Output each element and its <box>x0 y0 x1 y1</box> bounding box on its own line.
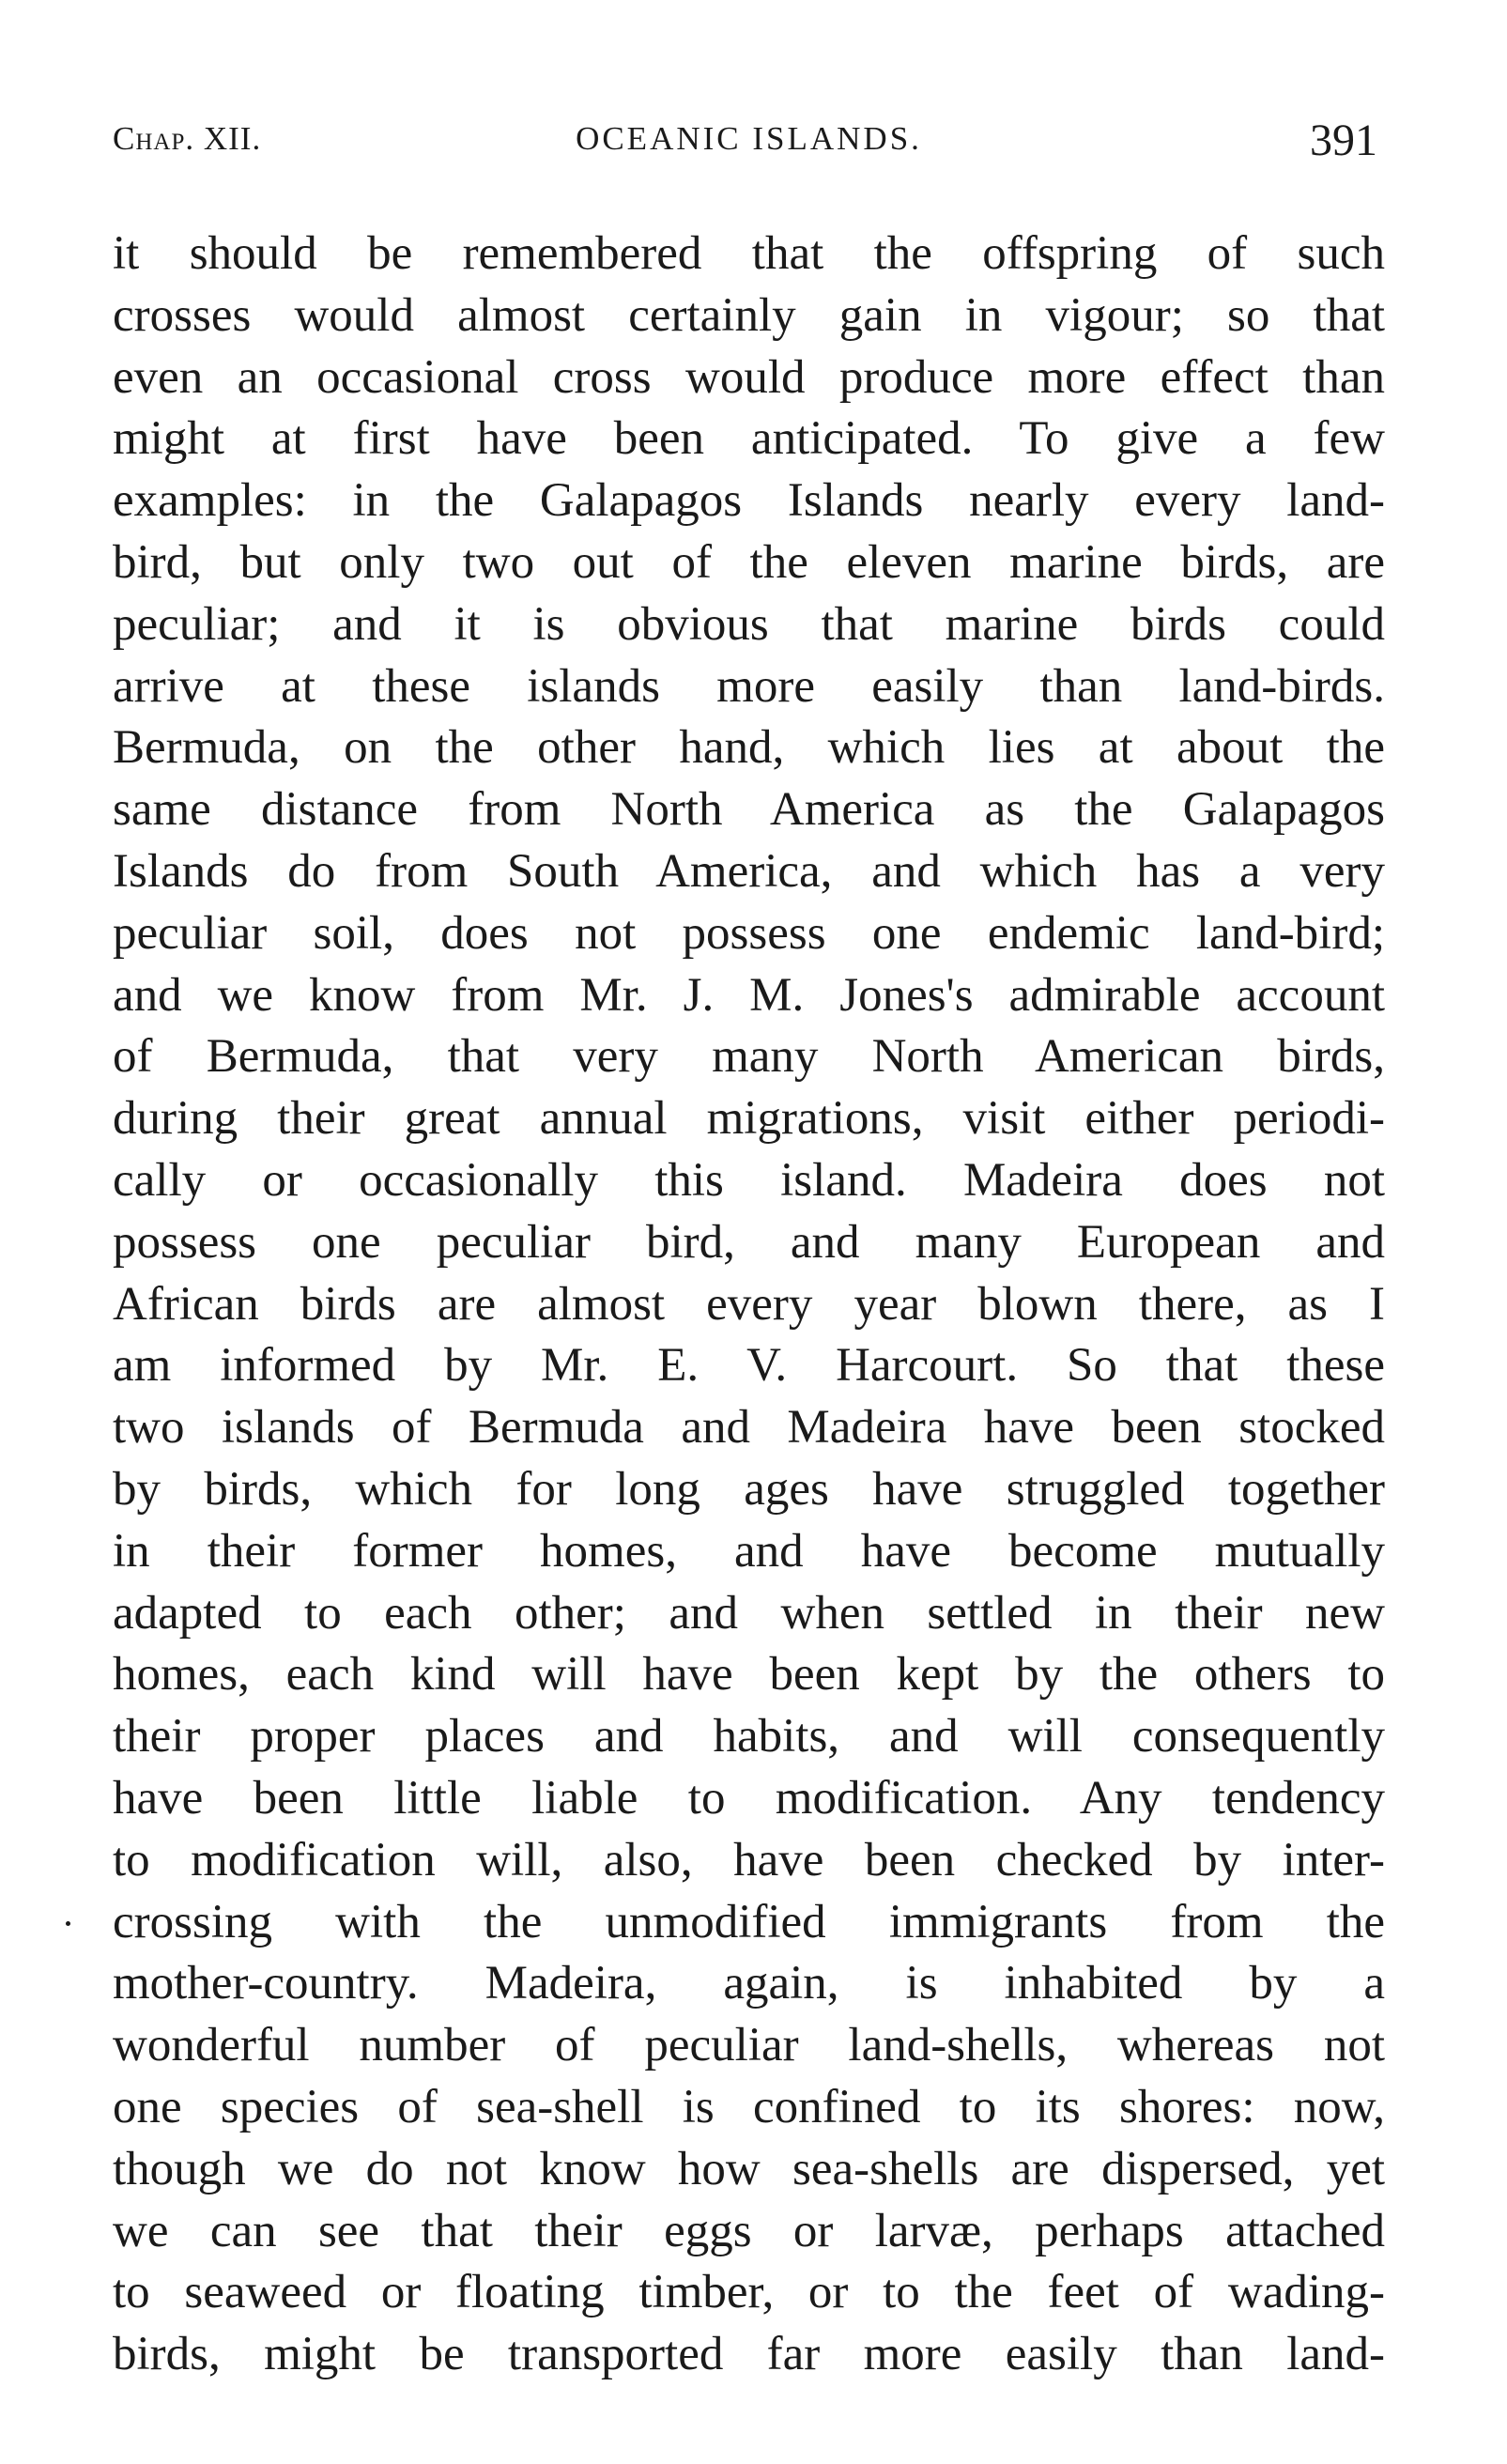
text-line: and we know from Mr. J. M. Jones's admirable account <box>113 968 1385 1022</box>
text-line: am informed by Mr. E. V. Harcourt. So that these <box>113 1339 1385 1393</box>
chapter-label: Chap. XII. <box>113 120 262 157</box>
text-line: Bermuda, on the other hand, which lies at about the <box>113 721 1385 775</box>
text-line: peculiar soil, does not possess one endemic land-bird; <box>113 906 1385 960</box>
text-line: bird, but only two out of the eleven marine birds, are <box>113 535 1385 589</box>
text-line: possess one peculiar bird, and many European and <box>113 1215 1385 1269</box>
text-line: might at first have been anticipated. To give a few <box>113 412 1385 466</box>
text-line: birds, might be transported far more easily than land- <box>113 2328 1385 2381</box>
text-line: same distance from North America as the Galapagos <box>113 783 1385 837</box>
text-line: though we do not know how sea-shells are dispersed, yet <box>113 2142 1385 2195</box>
text-line: of Bermuda, that very many North American birds, <box>113 1030 1385 1084</box>
page-title: OCEANIC ISLANDS. <box>576 120 922 157</box>
text-line: in their former homes, and have become mutually <box>113 1524 1385 1578</box>
text-line: to seaweed or floating timber, or to the feet of wading- <box>113 2266 1385 2319</box>
text-line: examples: in the Galapagos Islands nearly every land- <box>113 474 1385 528</box>
text-line: even an occasional cross would produce more effect than <box>113 350 1385 404</box>
text-line: cally or occasionally this island. Madeira does not <box>113 1153 1385 1207</box>
running-head <box>113 116 1385 167</box>
text-line: Islands do from South America, and which has a very <box>113 844 1385 898</box>
body-text <box>113 223 1385 2386</box>
text-line: homes, each kind will have been kept by the others to <box>113 1648 1385 1702</box>
text-line: African birds are almost every year blown there, as I <box>113 1277 1385 1331</box>
text-line: by birds, which for long ages have struggled together <box>113 1462 1385 1516</box>
text-line: two islands of Bermuda and Madeira have been stocked <box>113 1401 1385 1455</box>
text-line: arrive at these islands more easily than land-birds. <box>113 659 1385 713</box>
margin-mark <box>66 1921 70 1926</box>
text-line: mother-country. Madeira, again, is inhabited by a <box>113 1957 1385 2010</box>
page-number: 391 <box>1310 116 1377 165</box>
text-line: it should be remembered that the offspring of such <box>113 227 1385 280</box>
text-line: to modification will, also, have been checked by inter- <box>113 1833 1385 1886</box>
text-line: have been little liable to modification. Any tendency <box>113 1771 1385 1825</box>
text-line: crosses would almost certainly gain in vigour; so that <box>113 288 1385 342</box>
text-line: their proper places and habits, and will consequently <box>113 1710 1385 1763</box>
text-line: wonderful number of peculiar land-shells, whereas not <box>113 2019 1385 2072</box>
text-line: one species of sea-shell is confined to its shores: now, <box>113 2080 1385 2133</box>
text-line: crossing with the unmodified immigrants from the <box>113 1895 1385 1948</box>
text-line: peculiar; and it is obvious that marine birds could <box>113 597 1385 651</box>
text-line: we can see that their eggs or larvæ, perhaps attached <box>113 2204 1385 2257</box>
text-line: adapted to each other; and when settled in their new <box>113 1586 1385 1640</box>
text-line: during their great annual migrations, visit either periodi- <box>113 1092 1385 1146</box>
